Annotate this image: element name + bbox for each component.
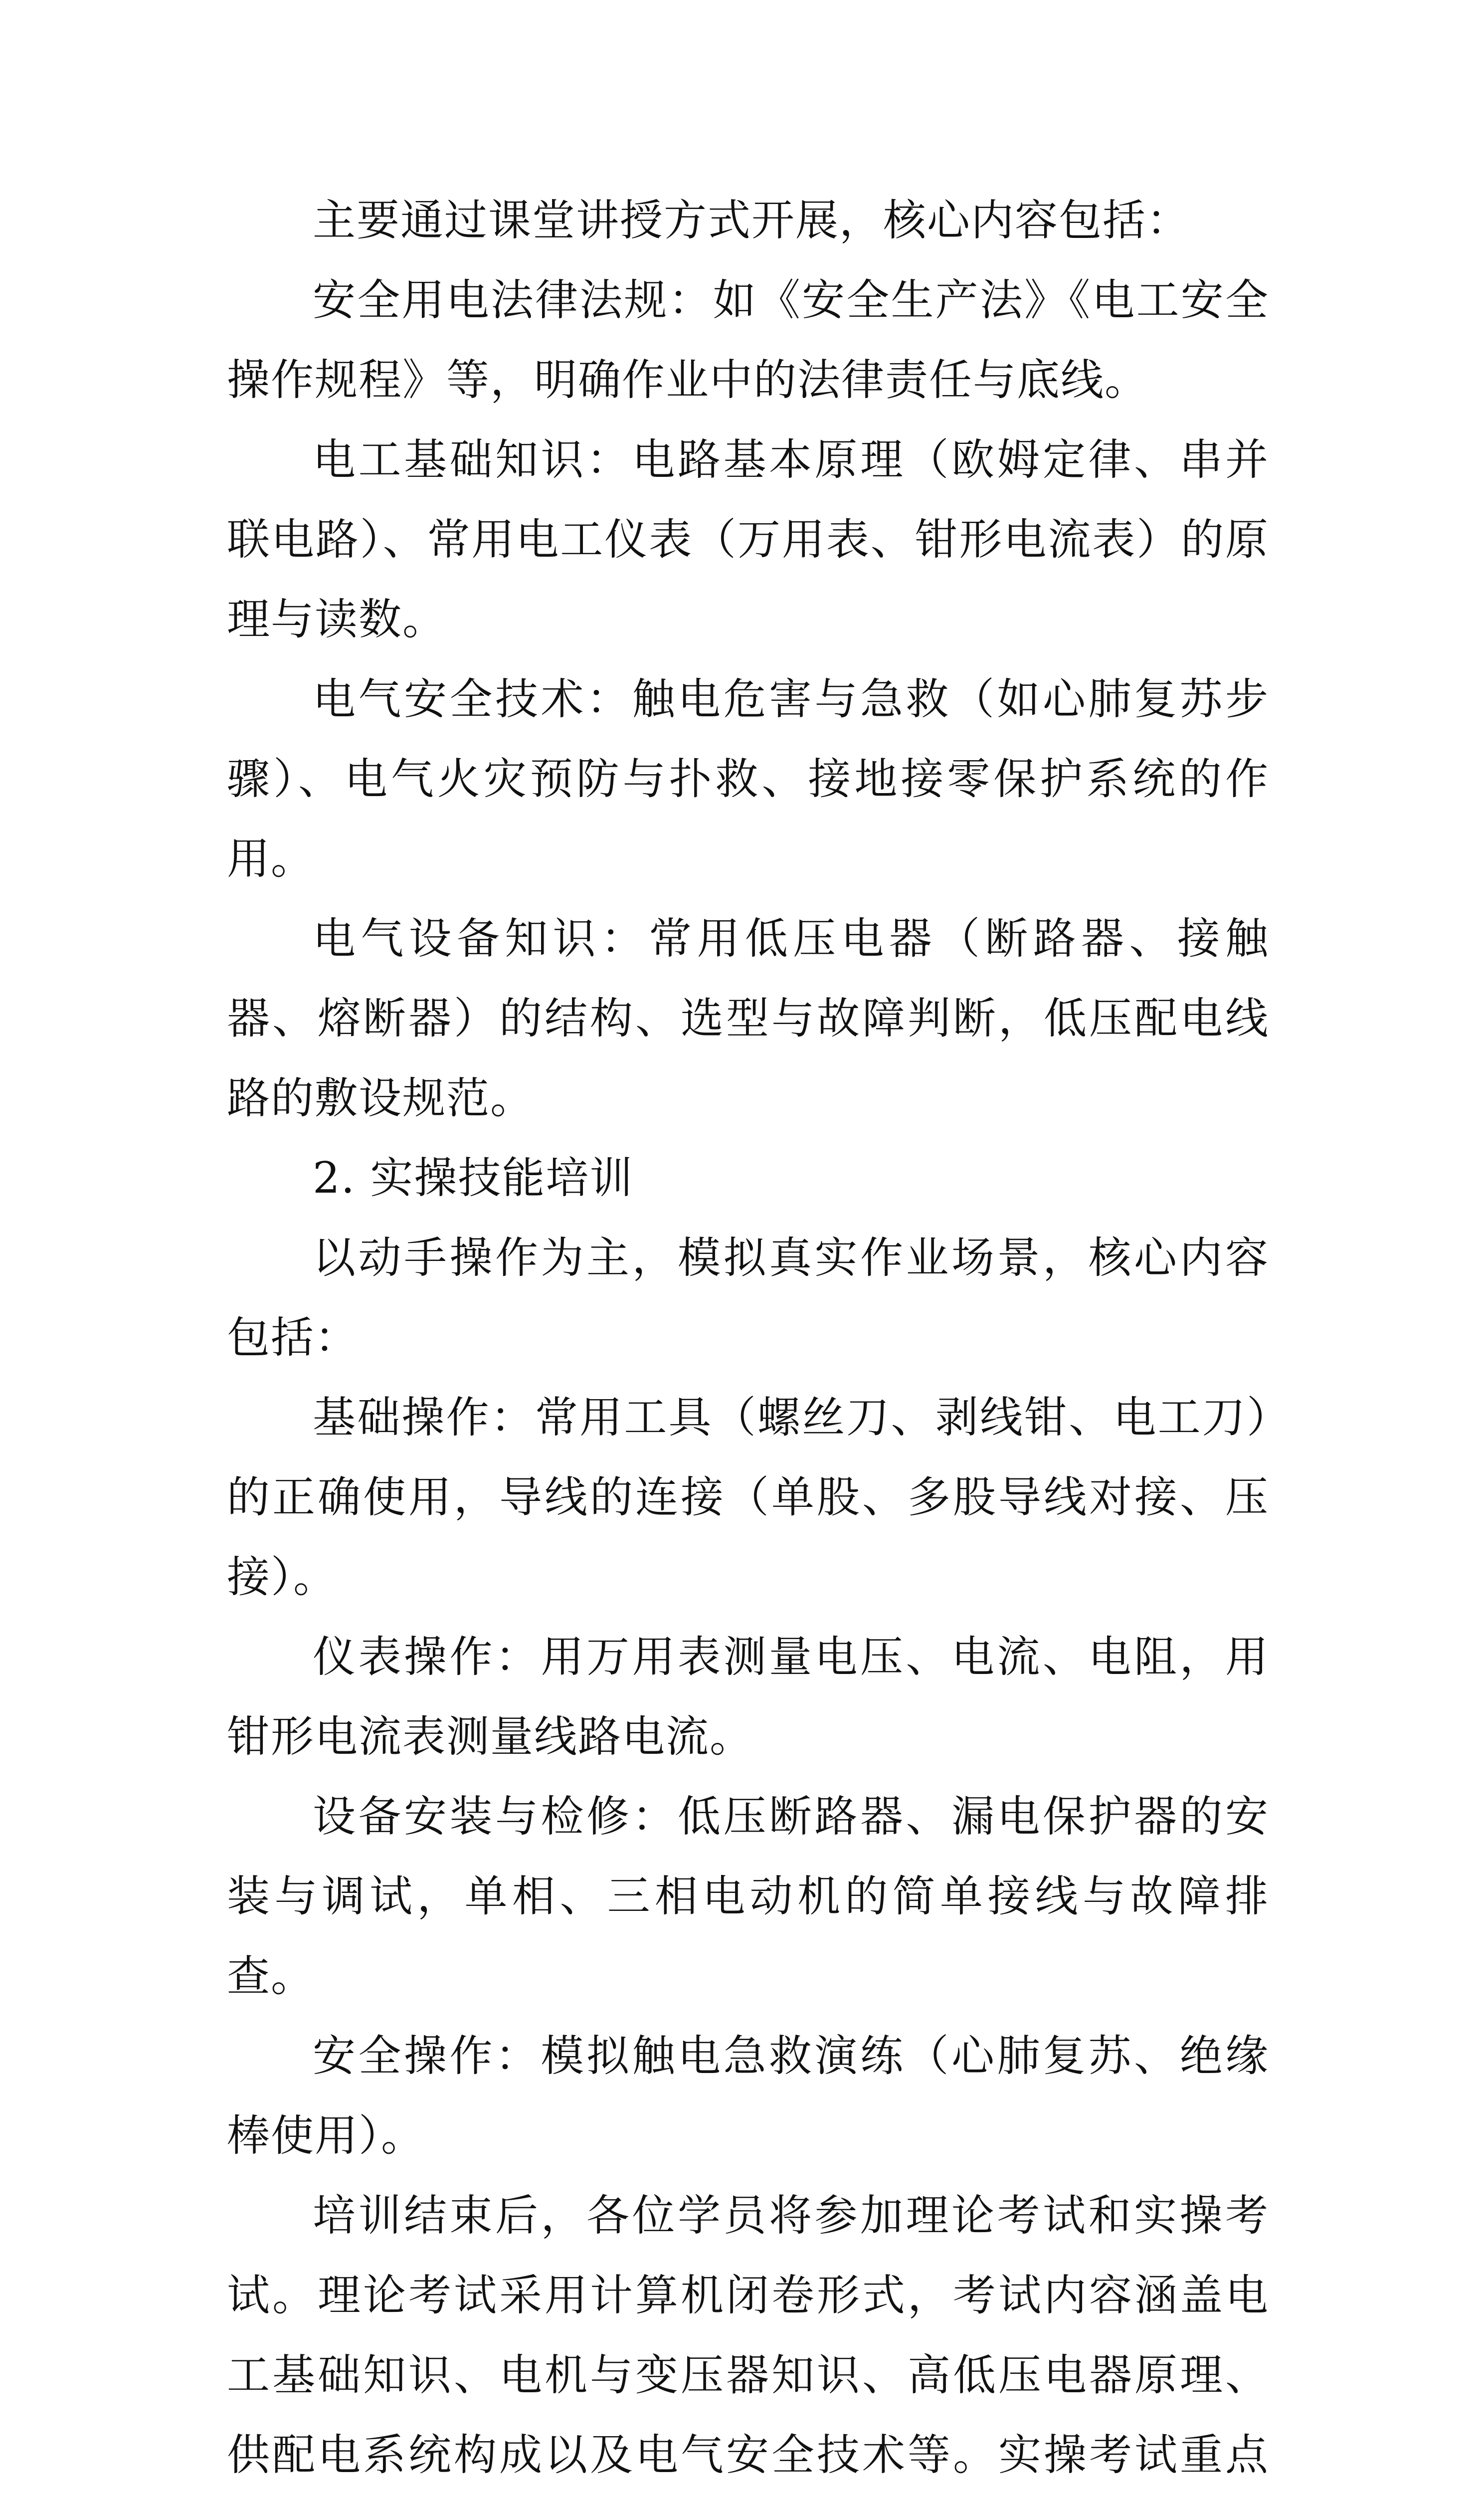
paragraph-basics: 电工基础知识：电路基本原理（欧姆定律、串并联电路）、常用电工仪表（万用表、钳形电流表）的原理与读数。 [227, 435, 1269, 644]
paragraph-laws: 安全用电法律法规：如《安全生产法》《电工安全操作规程》等，明确作业中的法律责任与底线。 [227, 275, 1269, 405]
paragraph-exams: 培训结束后，各位学员将参加理论考试和实操考试。理论考试采用计算机闭卷形式，考试内容涵盖电工基础知识、电机与变压器知识、高低压电器原理、供配电系统构成以及电气安全技术等。实操考试重点 [227, 2191, 1269, 2480]
paragraph-installation: 设备安装与检修：低压断路器、漏电保护器的安装与调试，单相、三相电动机的简单接线与故障排查。 [227, 1792, 1269, 2001]
paragraph-equipment: 电气设备知识：常用低压电器（断路器、接触器、熔断器）的结构、选型与故障判断，低压配电线路的敷设规范。 [227, 914, 1269, 1123]
body-text [227, 181, 1269, 2494]
paragraph-safe-operation: 安全操作：模拟触电急救演练（心肺复苏、绝缘棒使用）。 [227, 2031, 1269, 2161]
paragraph-intro: 主要通过课堂讲授方式开展，核心内容包括： [313, 196, 1190, 245]
section-heading-practical: 2. 实操技能培训 [313, 1153, 634, 1203]
paragraph-instrument-operations: 仪表操作：用万用表测量电压、电流、电阻，用钳形电流表测量线路电流。 [227, 1632, 1269, 1762]
paragraph-safety-tech: 电气安全技术：触电危害与急救（如心肺复苏步骤）、电气火灾预防与扑救、接地接零保护系统的作用。 [227, 674, 1269, 884]
paragraph-practical-intro: 以动手操作为主，模拟真实作业场景，核心内容包括： [227, 1233, 1269, 1363]
paragraph-basic-operations: 基础操作：常用工具（螺丝刀、剥线钳、电工刀）的正确使用，导线的连接（单股、多股导线对接、压接）。 [227, 1393, 1269, 1602]
